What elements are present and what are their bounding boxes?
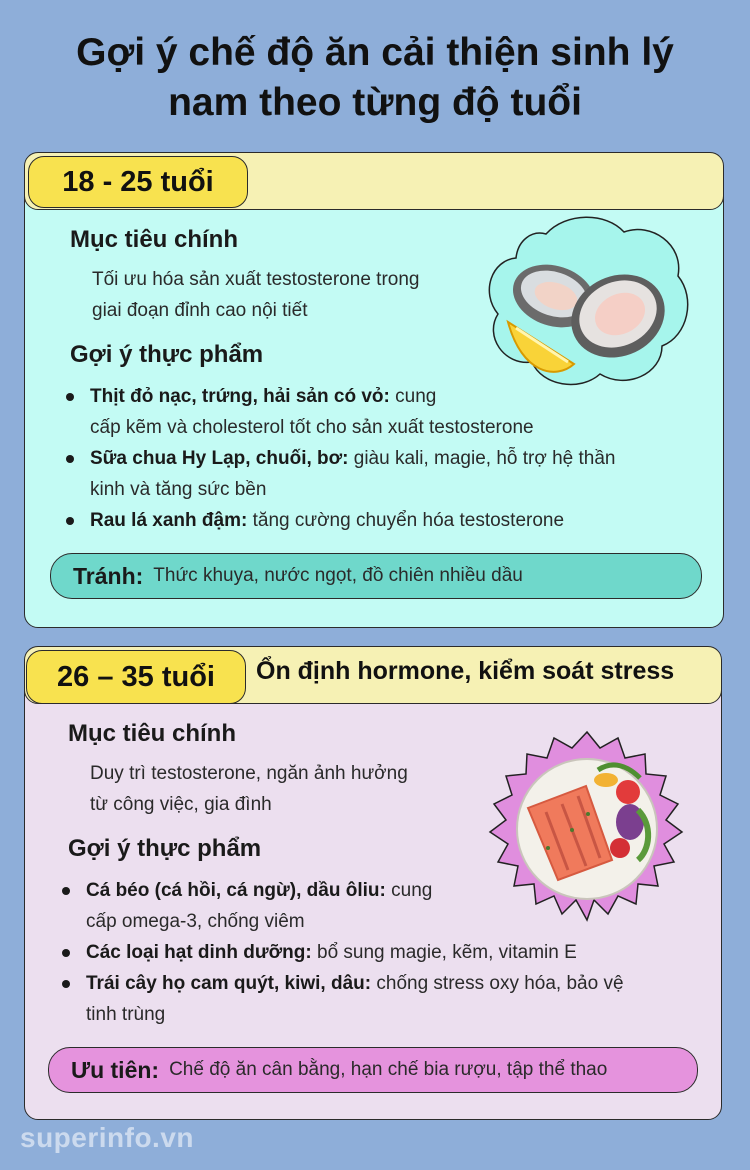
goal-heading: Mục tiêu chính bbox=[70, 226, 238, 253]
list-item: Rau lá xanh đậm: tăng cường chuyển hóa testosterone bbox=[64, 505, 704, 536]
avoid-label: Tránh: bbox=[73, 562, 144, 589]
watermark: superinfo.vn bbox=[20, 1122, 195, 1153]
age-badge: 18 - 25 tuổi bbox=[28, 156, 248, 208]
goal-text: Tối ưu hóa sản xuất testosterone trong giai đoạn đỉnh cao nội tiết bbox=[92, 269, 420, 321]
priority-label: Ưu tiên: bbox=[71, 1056, 160, 1083]
page-title bbox=[0, 28, 750, 128]
list-item: Trái cây họ cam quýt, kiwi, dâu: chống stress oxy hóa, bảo vệ tinh trùng bbox=[60, 968, 700, 1030]
priority-note bbox=[48, 1047, 698, 1093]
title-line-2: nam theo từng độ tuổi bbox=[168, 81, 582, 124]
age-badge: 26 – 35 tuổi bbox=[26, 650, 246, 704]
list-item: Sữa chua Hy Lạp, chuối, bơ: giàu kali, magie, hỗ trợ hệ thần kinh và tăng sức bền bbox=[64, 443, 704, 505]
food-list bbox=[64, 381, 704, 536]
goal-heading: Mục tiêu chính bbox=[68, 720, 236, 747]
oyster-lemon-illustration-icon bbox=[486, 214, 691, 386]
goal-text: Duy trì testosterone, ngăn ảnh hưởng từ công việc, gia đình bbox=[90, 763, 408, 815]
priority-text: Chế độ ăn cân bằng, hạn chế bia rượu, tập thể thao bbox=[169, 1059, 608, 1080]
list-item: Thịt đỏ nạc, trứng, hải sản có vỏ: cung cấp kẽm và cholesterol tốt cho sản xuất testosterone bbox=[64, 381, 704, 443]
section-subtitle: Ổn định hormone, kiểm soát stress bbox=[256, 657, 675, 685]
salmon-plate-illustration-icon bbox=[488, 730, 686, 928]
title-line-1: Gợi ý chế độ ăn cải thiện sinh lý bbox=[76, 31, 674, 74]
list-item: Các loại hạt dinh dưỡng: bổ sung magie, kẽm, vitamin E bbox=[60, 937, 700, 968]
list-item: Cá béo (cá hồi, cá ngừ), dầu ôliu: cung cấp omega-3, chống viêm bbox=[60, 875, 700, 937]
avoid-text: Thức khuya, nước ngọt, đồ chiên nhiều dầu bbox=[153, 565, 523, 586]
food-heading: Gợi ý thực phẩm bbox=[68, 835, 262, 862]
avoid-note bbox=[50, 553, 702, 599]
food-heading: Gợi ý thực phẩm bbox=[70, 341, 264, 368]
